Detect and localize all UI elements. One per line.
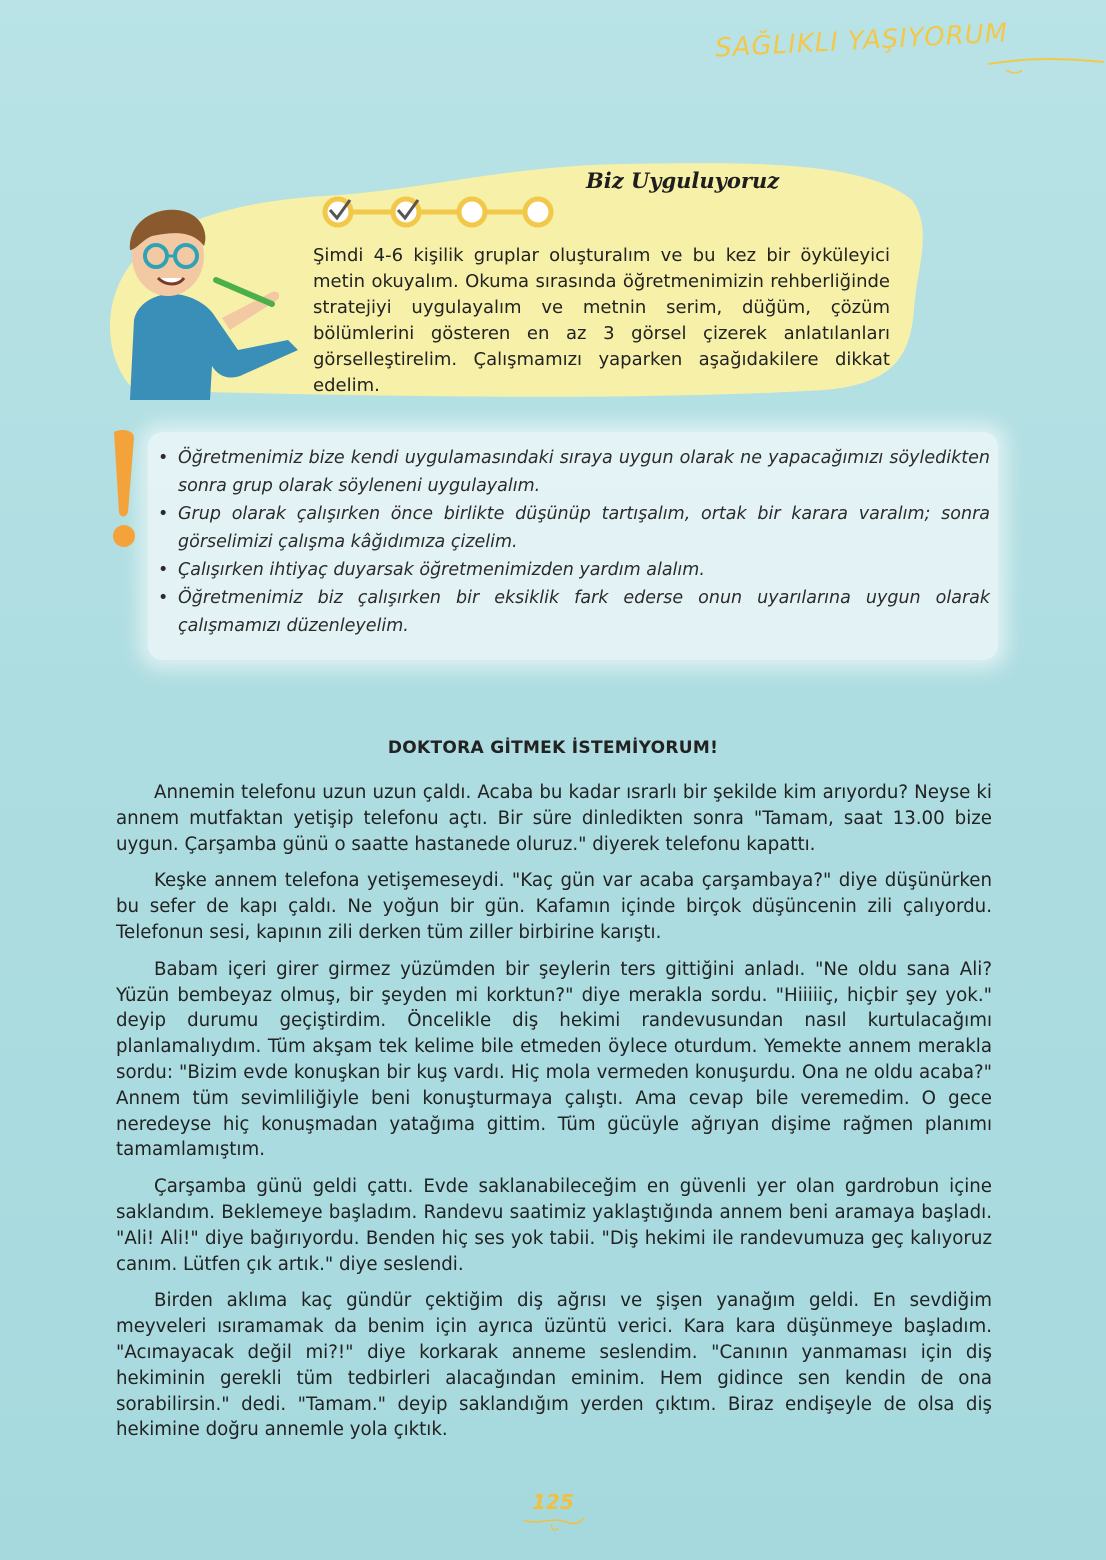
story-paragraph: Keşke annem telefona yetişemeseydi. "Kaç gün var acaba çarşambaya?" diye düşünürken bu sefer de kapı çaldı. Ne yoğun bir gün. Kafamın içinde birçok düşüncenin zili çalıyordu. Telefonun sesi, kapının zili derken tüm ziller birbirine karıştı. xyxy=(116,870,992,943)
rule-item: • Öğretmenimiz bize kendi uygulamasındaki sıraya uygun olarak ne yapacağımızı söyledikten sonra grup olarak söyleneni uygulayalım. xyxy=(158,444,990,500)
step-2-complete xyxy=(393,199,419,225)
rules-list xyxy=(158,444,990,640)
page-number-squiggle-decoration xyxy=(522,1512,586,1534)
rule-item: • Öğretmenimiz biz çalışırken bir eksiklik fark ederse onun uyarılarına uygun olarak çalışmamızı düzenleyelim. xyxy=(158,584,990,640)
activity-title: Biz Uyguluyoruz xyxy=(586,168,780,193)
rule-item: • Çalışırken ihtiyaç duyarsak öğretmenimizden yardım alalım. xyxy=(158,556,990,584)
step-4-pending xyxy=(525,199,551,225)
story-paragraph: Birden aklıma kaç gündür çektiğim diş ağrısı ve şişen yanağım geldi. En sevdiğim meyveleri ısıramamak da benim için ayrıca üzüntü verici. Kara kara düşünmeye başladım. "Acımayacak değil mi?!" diye korkarak anneme seslendim. "Canının yanmaması için diş hekiminin gerekli tüm tedbirleri alacağından eminim. Hem gidince sen kendin de ona sorabilirsin." dedi. "Tamam." deyip saklandığım yerden çıktım. Biraz endişeyle de olsa diş hekimine doğru annemle yola çıktık. xyxy=(116,1290,992,1441)
story-paragraph: Babam içeri girer girmez yüzümden bir şeylerin ters gittiğini anladı. "Ne oldu sana Ali? Yüzün bembeyaz olmuş, bir şeyden mi korktun?" diye merakla sordu. "Hiiiiiç, hiçbir şey yok." deyip durumu geçiştirdim. Öncelikle diş hekimi randevusundan nasıl kurtulacağımı planlamalıydım. Tüm akşam tek kelime bile etmeden öylece oturdum. Yemekte annem merakla sordu: "Bizim evde konuşkan bir kuş vardı. Hiç mola vermeden konuşurdu. Ona ne oldu acaba?" Annem tüm sevimliliğiyle beni konuşturmaya çalıştı. Ama cevap bile veremedim. O gece neredeyse hiç konuşmadan yatağıma gittim. Tüm gücüyle ağrıyan dişime rağmen planımı tamamlamıştım. xyxy=(116,958,992,1161)
page-number: 125 xyxy=(532,1490,574,1514)
rule-item: • Grup olarak çalışırken önce birlikte düşünüp tartışalım, ortak bir karara varalım; sonra görselimizi çalışma kâğıdımıza çizelim. xyxy=(158,500,990,556)
story-body xyxy=(116,780,992,1454)
story-paragraph: Çarşamba günü geldi çattı. Evde saklanabileceğim en güvenli yer olan gardrobun içine saklandım. Beklemeye başladım. Randevu saatimiz yaklaştığında annem beni aramaya başladı. "Ali! Ali!" diye bağırıyordu. Benden hiç ses yok tabii. "Diş hekimi ile randevumuza geç kalıyoruz canım. Lütfen çık artık." diye seslendi. xyxy=(116,1176,992,1275)
header-squiggle-decoration xyxy=(986,50,1106,80)
exclamation-icon xyxy=(108,428,140,552)
header-title: SAĞLIKLI YAŞIYORUM xyxy=(714,18,1009,64)
step-progress-indicator xyxy=(320,192,560,232)
activity-intro: Şimdi 4-6 kişilik gruplar oluşturalım ve bu kez bir öyküleyici metin okuyalım. Okuma sırasında öğretmenimizin rehberliğinde stratejiyi uygulayalım ve metnin serim, düğüm, çözüm bölümlerini gösteren en az 3 görsel çizerek anlatılanları görselleştirelim. Çalışmamızı yaparken aşağıdakilere dikkat edelim. xyxy=(313,245,890,396)
boy-character-illustration xyxy=(112,200,312,400)
step-3-pending xyxy=(459,199,485,225)
step-1-complete xyxy=(325,199,351,225)
story-title: DOKTORA GİTMEK İSTEMİYORUM! xyxy=(387,738,719,758)
story-paragraph: Annemin telefonu uzun uzun çaldı. Acaba bu kadar ısrarlı bir şekilde kim arıyordu? Neyse ki annem mutfaktan yetişip telefonu açtı. Bir süre dinledikten sonra "Tamam, saat 13.00 bize uygun. Çarşamba günü o saatte hastanede oluruz." diyerek telefonu kapattı. xyxy=(116,782,992,855)
